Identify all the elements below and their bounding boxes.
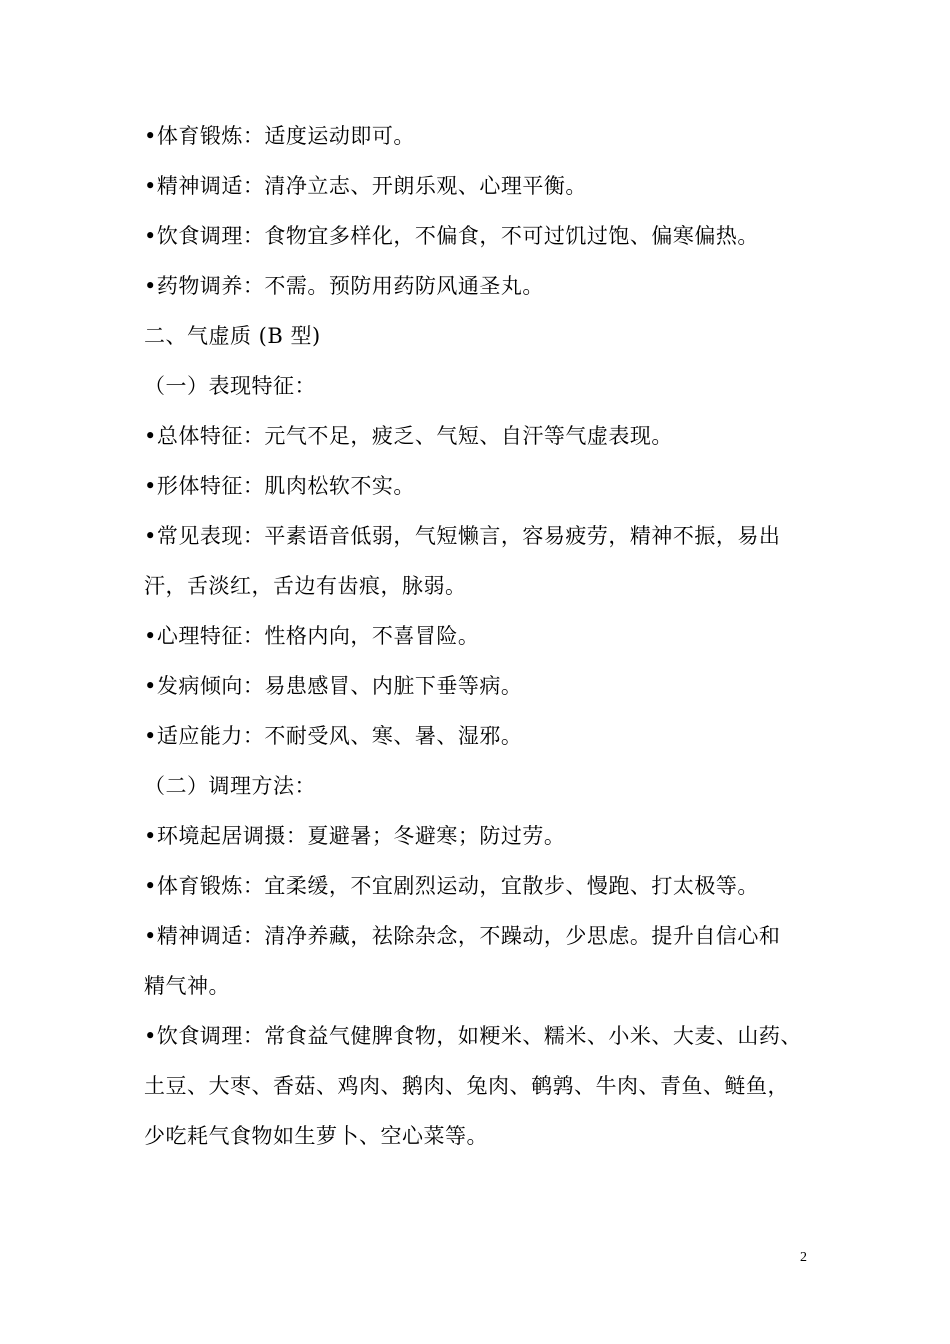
- text-line-overall: •总体特征：元气不足，疲乏、气短、自汗等气虚表现。: [144, 424, 673, 448]
- text-line-diet-2: •饮食调理：常食益气健脾食物，如粳米、糯米、小米、大麦、山药、: [144, 1024, 802, 1048]
- subsection-heading-characteristics: （一）表现特征：: [144, 374, 316, 398]
- text-line-diet-2-end: 少吃耗气食物如生萝卜、空心菜等。: [144, 1124, 488, 1148]
- text-line-mental-2: •精神调适：清净养藏，祛除杂念，不躁动，少思虑。提升自信心和: [144, 924, 781, 948]
- text-line-mental-2-cont: 精气神。: [144, 974, 230, 998]
- text-line-medicine: •药物调养：不需。预防用药防风通圣丸。: [144, 274, 544, 298]
- text-line-mental: •精神调适：清净立志、开朗乐观、心理平衡。: [144, 174, 587, 198]
- text-line-exercise: •体育锻炼：适度运动即可。: [144, 124, 415, 148]
- text-line-environment: •环境起居调摄：夏避暑；冬避寒；防过劳。: [144, 824, 566, 848]
- text-line-common-signs: •常见表现：平素语音低弱，气短懒言，容易疲劳，精神不振，易出: [144, 524, 781, 548]
- text-line-adaptability: •适应能力：不耐受风、寒、暑、湿邪。: [144, 724, 523, 748]
- text-line-physique: •形体特征：肌肉松软不实。: [144, 474, 415, 498]
- text-line-exercise-2: •体育锻炼：宜柔缓，不宜剧烈运动，宜散步、慢跑、打太极等。: [144, 874, 759, 898]
- subsection-heading-methods: （二）调理方法：: [144, 774, 316, 798]
- section-heading-qi-deficiency: 二、气虚质 (B 型): [144, 324, 321, 348]
- page-number: 2: [800, 1250, 807, 1265]
- text-line-diet-2-cont: 土豆、大枣、香菇、鸡肉、鹅肉、兔肉、鹌鹑、牛肉、青鱼、鲢鱼，: [144, 1074, 789, 1098]
- body-text: [144, 111, 824, 1161]
- text-line-disease-tendency: •发病倾向：易患感冒、内脏下垂等病。: [144, 674, 523, 698]
- text-line-diet: •饮食调理：食物宜多样化，不偏食，不可过饥过饱、偏寒偏热。: [144, 224, 759, 248]
- text-line-psychology: •心理特征：性格内向，不喜冒险。: [144, 624, 480, 648]
- text-line-common-signs-cont: 汗，舌淡红，舌边有齿痕，脉弱。: [144, 574, 467, 598]
